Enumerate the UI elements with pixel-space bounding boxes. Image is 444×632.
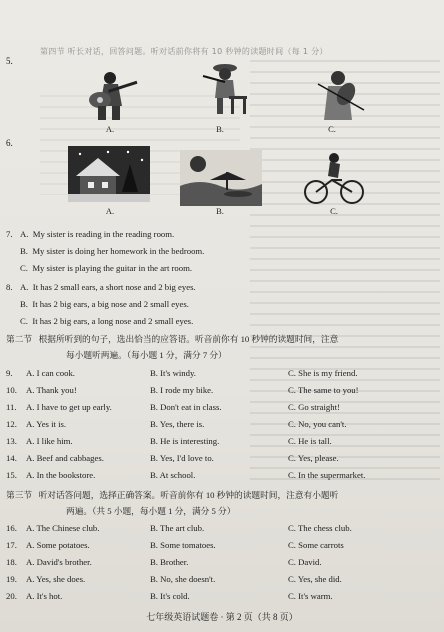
section-3-instructions-cont: 两遍。（共 5 小题，每小题 1 分，满分 5 分） [66,506,236,516]
question-7-option-a [6,229,174,239]
question-number: 8. [6,282,13,292]
question-number: 10. [6,385,17,395]
answer-row [6,470,436,484]
question-8-option-b [20,299,189,309]
question-number: 16. [6,523,17,533]
question-8-option-c [20,316,193,326]
beach-picture [180,150,262,206]
answer-row [6,453,436,467]
question-number: 11. [6,402,17,412]
option-c: C. David. [288,557,322,567]
option-b: B. The art club. [150,523,205,533]
answer-row [6,574,436,588]
option-b: B. Yes, I'd love to. [150,453,214,463]
option-letter: A. [20,282,29,292]
option-c: C. Go straight! [288,402,340,412]
option-letter: C. [20,316,28,326]
option-c-label: C. [328,124,336,134]
option-letter: A. [20,229,29,239]
option-text: It has 2 small ears, a short nose and 2 big eyes. [32,282,196,292]
violin-player-picture [304,66,374,122]
option-c: C. He is tall. [288,436,332,446]
option-letter: B. [20,246,28,256]
option-b: B. I rode my bike. [150,385,214,395]
section-instruction: 根据所听到的句子，选出恰当的应答语。听音前你有 10 秒钟的读题时间，注意 [38,334,339,344]
option-c: C. Some carrots [288,540,344,550]
flute-player-picture [185,60,255,116]
option-a: A. I can cook. [26,368,75,378]
option-b-label: B. [216,206,224,216]
option-letter: B. [20,299,28,309]
answer-row [6,591,436,605]
question-number: 13. [6,436,17,446]
answer-row [6,557,436,571]
section-2-instructions-cont: 每小题听两遍。（每小题 1 分，满分 7 分） [66,350,227,360]
option-c: C. The same to you! [288,385,359,395]
option-c: C. Yes, please. [288,453,339,463]
section-label: 第二节 [6,334,33,344]
option-text: My sister is reading in the reading room. [32,229,175,239]
option-a: A. The Chinese club. [26,523,100,533]
option-c: C. It's warm. [288,591,333,601]
answer-row [6,523,436,537]
option-letter: C. [20,263,28,273]
option-a: A. I like him. [26,436,73,446]
option-c: C. In the supermarket. [288,470,366,480]
option-a: A. It's hot. [26,591,63,601]
option-b: B. Don't eat in class. [150,402,222,412]
option-b: B. It's windy. [150,368,196,378]
question-number: 17. [6,540,17,550]
question-7-option-c [20,263,192,273]
question-number: 20. [6,591,17,601]
option-a: A. Yes, she does. [26,574,86,584]
faded-header: 第四节 听长对话，回答问题。听对话前你将有 10 秒钟的读题时间（每 1 分） [40,47,328,56]
question-number: 9. [6,368,13,378]
question-7-option-b [20,246,204,256]
option-b: B. It's cold. [150,591,190,601]
section-2-instructions [6,333,338,345]
option-c: C. She is my friend. [288,368,358,378]
option-a: A. In the bookstore. [26,470,96,480]
answer-row [6,419,436,433]
answer-row [6,368,436,382]
guitar-player-picture [78,66,148,122]
option-b: B. Some tomatoes. [150,540,216,550]
bleed-through-text [250,60,440,480]
option-a: A. Beef and cabbages. [26,453,104,463]
question-number: 19. [6,574,17,584]
cyclist-picture [300,150,370,206]
question-8-option-a [6,282,196,292]
option-a: A. I have to get up early. [26,402,112,412]
page-footer: 七年级英语试题卷 · 第 2 页（共 8 页） [146,612,298,622]
answer-row [6,385,436,399]
option-c: C. No, you can't. [288,419,347,429]
option-text: My sister is playing the guitar in the art room. [32,263,193,273]
option-c-label: C. [330,206,338,216]
option-text: My sister is doing her homework in the bedroom. [32,246,205,256]
question-number: 14. [6,453,17,463]
question-number: 5. [6,56,13,66]
snowy-house-picture [68,146,150,202]
option-b: B. No, she doesn't. [150,574,216,584]
answer-row [6,540,436,554]
question-number: 7. [6,229,13,239]
option-a: A. David's brother. [26,557,92,567]
option-c: C. Yes, she did. [288,574,342,584]
section-instruction: 听对话答问题，选择正确答案。听音前你有 10 秒钟的读题时间，注意有小题听 [38,490,339,500]
option-a: A. Yes it is. [26,419,67,429]
question-number: 6. [6,138,13,148]
option-b: B. Yes, there is. [150,419,205,429]
option-a-label: A. [105,124,115,134]
option-text: It has 2 big ears, a big nose and 2 small eyes. [32,299,189,309]
option-a-label: A. [105,206,115,216]
option-b: B. Brother. [150,557,189,567]
option-a: A. Some potatoes. [26,540,90,550]
answer-row [6,436,436,450]
option-a: A. Thank you! [26,385,77,395]
question-number: 12. [6,419,17,429]
answer-row [6,402,436,416]
question-number: 18. [6,557,17,567]
option-b: B. At school. [150,470,196,480]
question-number: 15. [6,470,17,480]
section-3-instructions [6,489,338,501]
option-b: B. He is interesting. [150,436,220,446]
option-b-label: B. [216,124,224,134]
option-c: C. The chess club. [288,523,352,533]
section-label: 第三节 [6,490,33,500]
option-text: It has 2 big ears, a long nose and 2 small eyes. [32,316,194,326]
